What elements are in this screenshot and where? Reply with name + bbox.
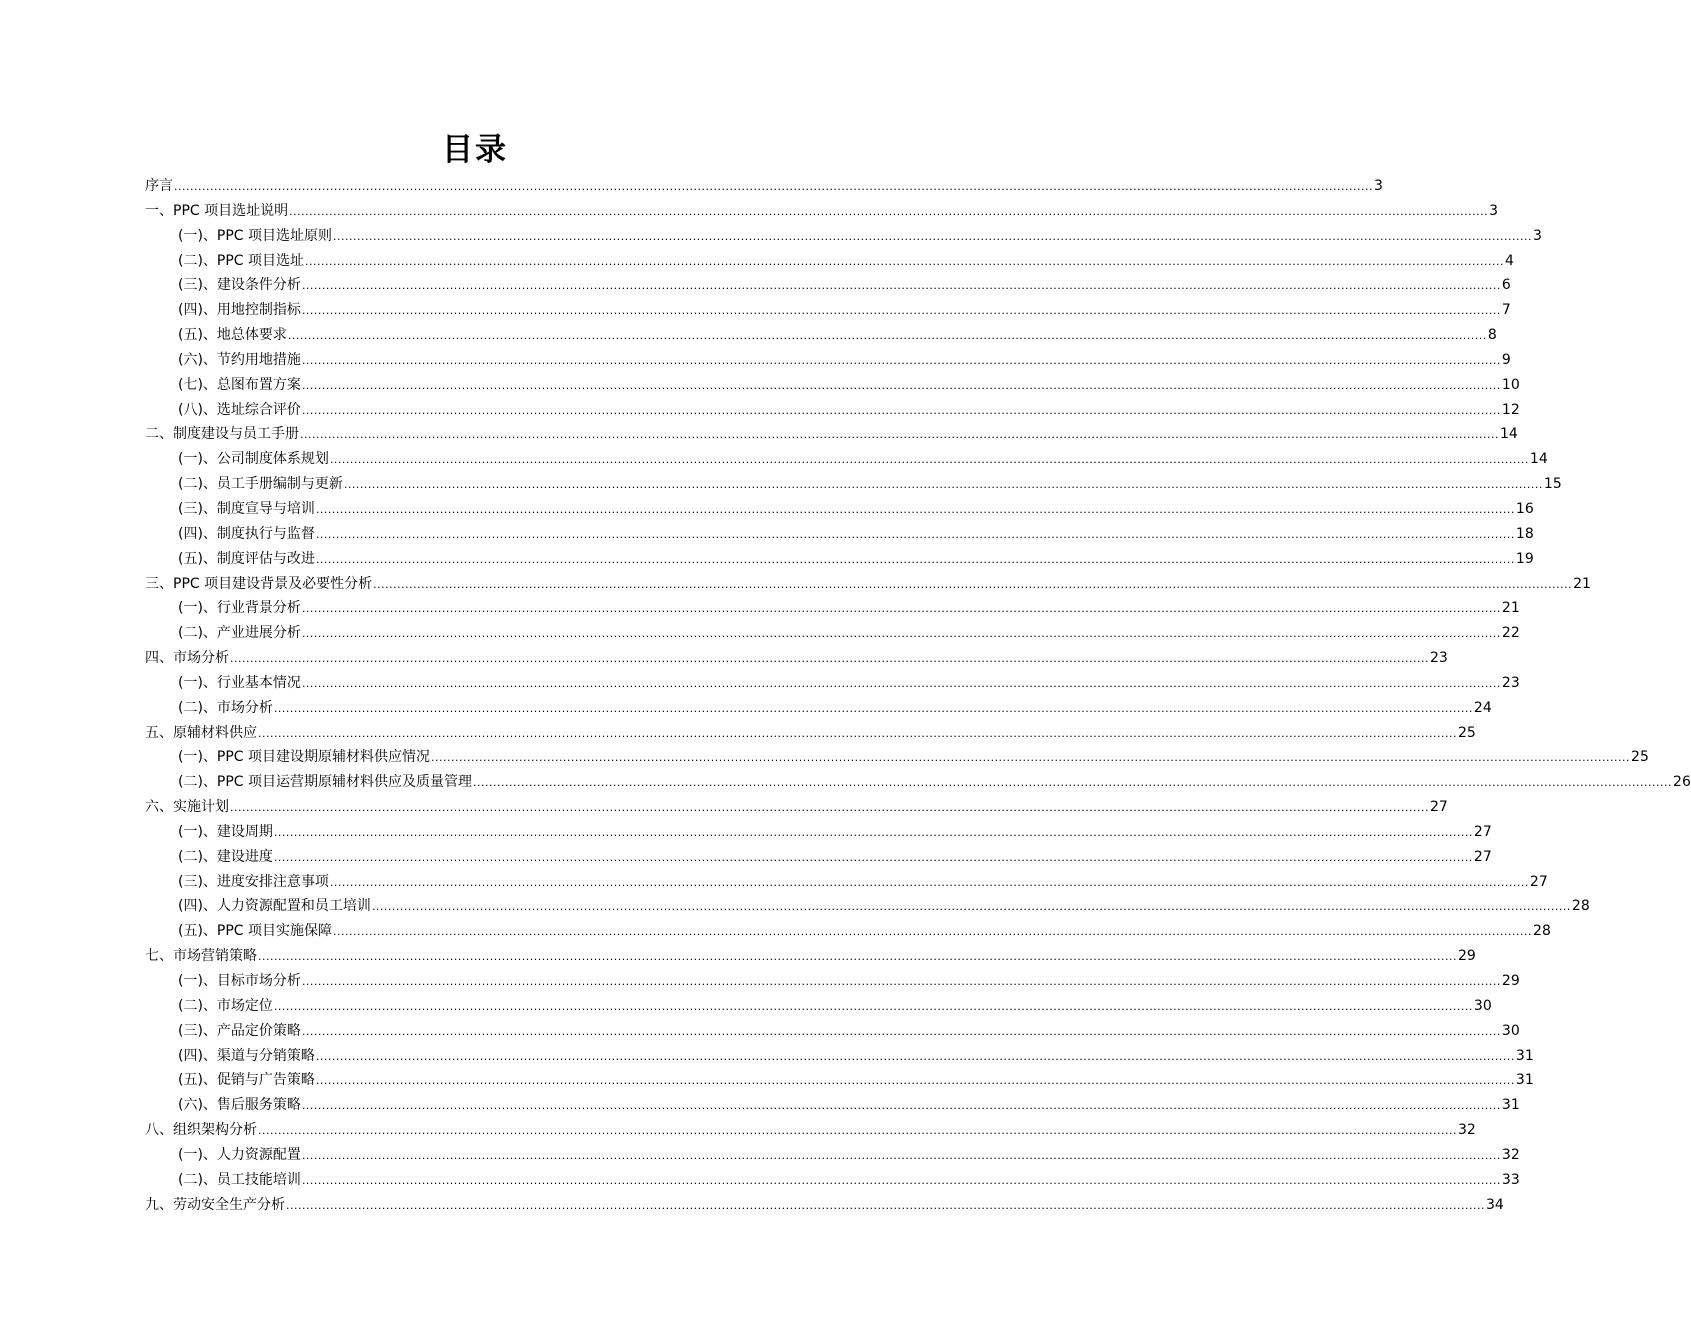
toc-dot-leader: ............................................................................................................................................................................................................................................................................................................ xyxy=(301,676,1501,690)
toc-entry-label: (六)、售后服务策略 xyxy=(178,1097,301,1114)
toc-entry-label: 一、PPC 项目选址说明 xyxy=(145,202,289,219)
toc-dot-leader: ............................................................................................................................................................................................................................................................................................................ xyxy=(230,652,1429,666)
toc-entry[interactable] xyxy=(145,870,1548,895)
toc-dot-leader: ............................................................................................................................................................................................................................................................................................................ xyxy=(373,577,1573,591)
toc-entry-page-number: 34 xyxy=(1485,1196,1504,1213)
toc-dot-leader: ............................................................................................................................................................................................................................................................................................................ xyxy=(315,552,1515,566)
toc-dot-leader: ............................................................................................................................................................................................................................................................................................................ xyxy=(258,726,1457,740)
toc-dot-leader: ............................................................................................................................................................................................................................................................................................................ xyxy=(273,825,1473,839)
toc-entry-page-number: 31 xyxy=(1501,1097,1520,1114)
toc-dot-leader: ............................................................................................................................................................................................................................................................................................................ xyxy=(333,925,1533,939)
toc-entry-label: (五)、制度评估与改进 xyxy=(178,550,315,567)
toc-entry-page-number: 3 xyxy=(1373,178,1383,194)
toc-entry[interactable] xyxy=(145,1093,1520,1118)
toc-entry-page-number: 29 xyxy=(1501,973,1520,989)
toc-entry[interactable] xyxy=(145,894,1590,919)
toc-dot-leader: ............................................................................................................................................................................................................................................................................................................ xyxy=(301,1024,1501,1038)
toc-entry-label: 四、市场分析 xyxy=(145,650,229,667)
toc-entry[interactable] xyxy=(145,323,1497,348)
toc-entry[interactable] xyxy=(145,621,1520,646)
toc-dot-leader: ............................................................................................................................................................................................................................................................................................................ xyxy=(286,1198,1485,1212)
toc-entry[interactable] xyxy=(145,348,1511,373)
toc-dot-leader: ............................................................................................................................................................................................................................................................................................................ xyxy=(343,478,1543,492)
toc-entry-label: (二)、产业进展分析 xyxy=(178,625,301,642)
toc-entry-label: (四)、渠道与分销策略 xyxy=(178,1047,315,1064)
toc-entry-label: (一)、PPC 项目建设期原辅材料供应情况 xyxy=(178,749,431,766)
toc-entry-page-number: 3 xyxy=(1533,227,1542,244)
toc-entry-label: (二)、市场分析 xyxy=(178,699,273,716)
toc-entry-page-number: 27 xyxy=(1473,823,1492,840)
toc-dot-leader: ............................................................................................................................................................................................................................................................................................................ xyxy=(371,900,1571,914)
toc-entry[interactable] xyxy=(145,522,1534,547)
toc-entry-label: 九、劳动安全生产分析 xyxy=(145,1196,285,1213)
toc-entry-label: (三)、建设条件分析 xyxy=(178,277,301,294)
toc-entry-label: (二)、建设进度 xyxy=(178,848,273,865)
toc-entry[interactable] xyxy=(145,249,1514,274)
toc-dot-leader: ............................................................................................................................................................................................................................................................................................................ xyxy=(329,875,1529,889)
table-of-contents xyxy=(145,174,1691,1217)
toc-entry-page-number: 9 xyxy=(1501,351,1511,368)
toc-entry-page-number: 16 xyxy=(1515,500,1534,517)
toc-entry-page-number: 31 xyxy=(1515,1047,1534,1064)
toc-entry-label: (五)、促销与广告策略 xyxy=(178,1072,315,1089)
toc-dot-leader: ............................................................................................................................................................................................................................................................................................................ xyxy=(473,776,1673,790)
toc-dot-leader: ............................................................................................................................................................................................................................................................................................................ xyxy=(301,304,1501,318)
toc-entry[interactable] xyxy=(145,1044,1534,1069)
toc-entry-label: (三)、产品定价策略 xyxy=(178,1022,301,1039)
toc-dot-leader: ............................................................................................................................................................................................................................................................................................................ xyxy=(301,602,1501,616)
toc-entry[interactable] xyxy=(145,224,1542,249)
toc-entry-label: (三)、制度宣导与培训 xyxy=(178,500,315,517)
toc-entry[interactable] xyxy=(145,845,1492,870)
toc-entry-page-number: 33 xyxy=(1501,1171,1520,1188)
toc-entry-page-number: 15 xyxy=(1543,476,1562,493)
toc-dot-leader: ............................................................................................................................................................................................................................................................................................................ xyxy=(273,701,1473,715)
toc-dot-leader: ............................................................................................................................................................................................................................................................................................................ xyxy=(315,502,1515,516)
toc-entry-label: (七)、总图布置方案 xyxy=(178,376,301,393)
toc-entry[interactable] xyxy=(145,398,1520,423)
toc-entry[interactable] xyxy=(145,1118,1476,1143)
toc-entry[interactable] xyxy=(145,770,1691,795)
toc-entry[interactable] xyxy=(145,671,1520,696)
toc-entry[interactable] xyxy=(145,273,1511,298)
toc-entry-page-number: 23 xyxy=(1501,674,1520,691)
toc-entry-page-number: 28 xyxy=(1533,923,1551,940)
toc-entry[interactable] xyxy=(145,497,1534,522)
toc-entry-label: 五、原辅材料供应 xyxy=(145,724,257,741)
toc-entry[interactable] xyxy=(145,1068,1534,1093)
toc-entry[interactable] xyxy=(145,745,1649,770)
toc-entry-page-number: 22 xyxy=(1501,625,1520,642)
toc-dot-leader: ............................................................................................................................................................................................................................................................................................................ xyxy=(315,1074,1515,1088)
toc-entry-label: (四)、用地控制指标 xyxy=(178,302,301,319)
toc-entry-label: (一)、人力资源配置 xyxy=(178,1146,301,1163)
toc-dot-leader: ............................................................................................................................................................................................................................................................................................................ xyxy=(273,999,1473,1013)
toc-entry[interactable] xyxy=(145,373,1520,398)
toc-entry-page-number: 30 xyxy=(1473,997,1492,1014)
toc-entry[interactable] xyxy=(145,572,1591,597)
toc-entry-page-number: 27 xyxy=(1529,873,1548,890)
toc-entry-label: (四)、制度执行与监督 xyxy=(178,525,315,542)
toc-entry-page-number: 21 xyxy=(1501,600,1520,617)
toc-entry-label: 二、制度建设与员工手册 xyxy=(145,426,299,443)
toc-entry-label: (六)、节约用地措施 xyxy=(178,351,301,368)
toc-entry[interactable] xyxy=(145,820,1492,845)
toc-dot-leader: ............................................................................................................................................................................................................................................................................................................ xyxy=(273,850,1473,864)
toc-entry-label: (二)、PPC 项目运营期原辅材料供应及质量管理 xyxy=(178,774,473,791)
toc-dot-leader: ............................................................................................................................................................................................................................................................................................................ xyxy=(289,204,1489,218)
toc-entry-page-number: 21 xyxy=(1573,575,1591,592)
toc-entry-label: (五)、PPC 项目实施保障 xyxy=(178,923,333,940)
toc-entry-label: (二)、员工手册编制与更新 xyxy=(178,476,343,493)
toc-entry[interactable] xyxy=(145,447,1548,472)
toc-dot-leader: ............................................................................................................................................................................................................................................................................................................ xyxy=(300,428,1499,442)
toc-entry-label: (一)、公司制度体系规划 xyxy=(178,451,329,468)
toc-entry[interactable] xyxy=(145,1019,1520,1044)
toc-entry-page-number: 14 xyxy=(1499,426,1518,443)
toc-entry-page-number: 10 xyxy=(1501,376,1520,393)
toc-entry[interactable] xyxy=(145,721,1476,746)
toc-entry[interactable] xyxy=(145,795,1448,820)
toc-entry-label: (一)、行业基本情况 xyxy=(178,674,301,691)
toc-entry-label: 六、实施计划 xyxy=(145,799,229,816)
toc-dot-leader: ............................................................................................................................................................................................................................................................................................................ xyxy=(301,1173,1501,1187)
toc-entry-page-number: 25 xyxy=(1457,724,1476,741)
toc-entry[interactable] xyxy=(145,1193,1504,1218)
toc-entry-page-number: 30 xyxy=(1501,1022,1520,1039)
toc-entry-label: (五)、地总体要求 xyxy=(178,327,287,344)
toc-dot-leader: ............................................................................................................................................................................................................................................................................................................ xyxy=(301,378,1501,392)
toc-entry-page-number: 6 xyxy=(1501,277,1511,294)
toc-dot-leader: ............................................................................................................................................................................................................................................................................................................ xyxy=(301,1148,1501,1162)
toc-entry-page-number: 14 xyxy=(1529,451,1548,468)
toc-title: 目录 xyxy=(442,132,508,168)
toc-entry[interactable] xyxy=(145,596,1520,621)
toc-entry-label: (一)、PPC 项目选址原则 xyxy=(178,227,333,244)
toc-dot-leader: ............................................................................................................................................................................................................................................................................................................ xyxy=(301,1099,1501,1113)
toc-dot-leader: ............................................................................................................................................................................................................................................................................................................ xyxy=(333,229,1533,243)
toc-entry[interactable] xyxy=(145,199,1499,224)
toc-dot-leader: ............................................................................................................................................................................................................................................................................................................ xyxy=(287,329,1487,343)
toc-dot-leader: ............................................................................................................................................................................................................................................................................................................ xyxy=(301,353,1501,367)
toc-dot-leader: ............................................................................................................................................................................................................................................................................................................ xyxy=(315,527,1515,541)
toc-dot-leader: ............................................................................................................................................................................................................................................................................................................ xyxy=(301,627,1501,641)
toc-entry-page-number: 26 xyxy=(1673,774,1691,791)
toc-entry[interactable] xyxy=(145,919,1551,944)
toc-dot-leader: ............................................................................................................................................................................................................................................................................................................ xyxy=(315,1049,1515,1063)
toc-entry-label: 八、组织架构分析 xyxy=(145,1122,257,1139)
toc-dot-leader: ............................................................................................................................................................................................................................................................................................................ xyxy=(301,975,1501,988)
toc-entry-label: (二)、市场定位 xyxy=(178,997,273,1014)
toc-entry[interactable] xyxy=(145,994,1492,1019)
toc-entry[interactable] xyxy=(145,298,1511,323)
toc-entry[interactable] xyxy=(145,547,1534,572)
toc-entry-page-number: 28 xyxy=(1571,898,1590,915)
toc-entry-page-number: 8 xyxy=(1487,327,1497,344)
toc-dot-leader: ............................................................................................................................................................................................................................................................................................................ xyxy=(305,254,1505,268)
toc-dot-leader: ............................................................................................................................................................................................................................................................................................................ xyxy=(329,453,1529,467)
toc-entry-label: (四)、人力资源配置和员工培训 xyxy=(178,898,371,915)
toc-entry-label: (二)、PPC 项目选址 xyxy=(178,252,305,269)
toc-entry-page-number: 24 xyxy=(1473,699,1492,716)
toc-entry-label: (二)、员工技能培训 xyxy=(178,1171,301,1188)
toc-entry-page-number: 29 xyxy=(1457,948,1476,965)
toc-dot-leader: ............................................................................................................................................................................................................................................................................................................ xyxy=(301,279,1501,293)
toc-entry-page-number: 12 xyxy=(1501,401,1520,418)
toc-dot-leader: ............................................................................................................................................................................................................................................................................................................ xyxy=(301,403,1501,417)
toc-entry[interactable] xyxy=(145,1168,1520,1193)
toc-entry-label: (一)、行业背景分析 xyxy=(178,600,301,617)
toc-entry[interactable] xyxy=(145,422,1518,447)
toc-entry[interactable] xyxy=(145,696,1492,721)
toc-entry-label: (八)、选址综合评价 xyxy=(178,401,301,418)
toc-dot-leader: ............................................................................................................................................................................................................................................................................................................ xyxy=(258,950,1457,964)
toc-entry[interactable] xyxy=(145,944,1476,969)
toc-entry-page-number: 31 xyxy=(1515,1072,1534,1089)
toc-entry-label: (三)、进度安排注意事项 xyxy=(178,873,329,890)
toc-entry-page-number: 4 xyxy=(1505,252,1514,269)
toc-entry-page-number: 32 xyxy=(1501,1146,1520,1163)
toc-entry-label: 序言 xyxy=(145,178,173,194)
toc-entry-page-number: 27 xyxy=(1429,799,1448,816)
toc-entry-page-number: 25 xyxy=(1631,749,1649,766)
toc-dot-leader: ............................................................................................................................................................................................................................................................................................................ xyxy=(174,180,1373,193)
toc-entry-page-number: 23 xyxy=(1429,650,1448,667)
toc-dot-leader: ............................................................................................................................................................................................................................................................................................................ xyxy=(431,751,1631,765)
toc-entry[interactable] xyxy=(145,472,1562,497)
toc-entry-label: 三、PPC 项目建设背景及必要性分析 xyxy=(145,575,373,592)
toc-entry-page-number: 7 xyxy=(1501,302,1511,319)
toc-entry[interactable] xyxy=(145,646,1448,671)
toc-entry-label: (一)、目标市场分析 xyxy=(178,973,301,989)
toc-entry[interactable] xyxy=(145,969,1520,994)
toc-entry-label: 七、市场营销策略 xyxy=(145,948,257,965)
toc-dot-leader: ............................................................................................................................................................................................................................................................................................................ xyxy=(230,801,1429,815)
toc-dot-leader: ............................................................................................................................................................................................................................................................................................................ xyxy=(258,1124,1457,1138)
toc-entry-page-number: 19 xyxy=(1515,550,1534,567)
toc-entry-page-number: 27 xyxy=(1473,848,1492,865)
toc-entry-label: (一)、建设周期 xyxy=(178,823,273,840)
toc-entry-page-number: 3 xyxy=(1489,202,1499,219)
toc-entry[interactable] xyxy=(145,1143,1520,1168)
toc-entry-page-number: 18 xyxy=(1515,525,1534,542)
toc-entry[interactable] xyxy=(145,174,1383,199)
toc-entry-page-number: 32 xyxy=(1457,1122,1476,1139)
